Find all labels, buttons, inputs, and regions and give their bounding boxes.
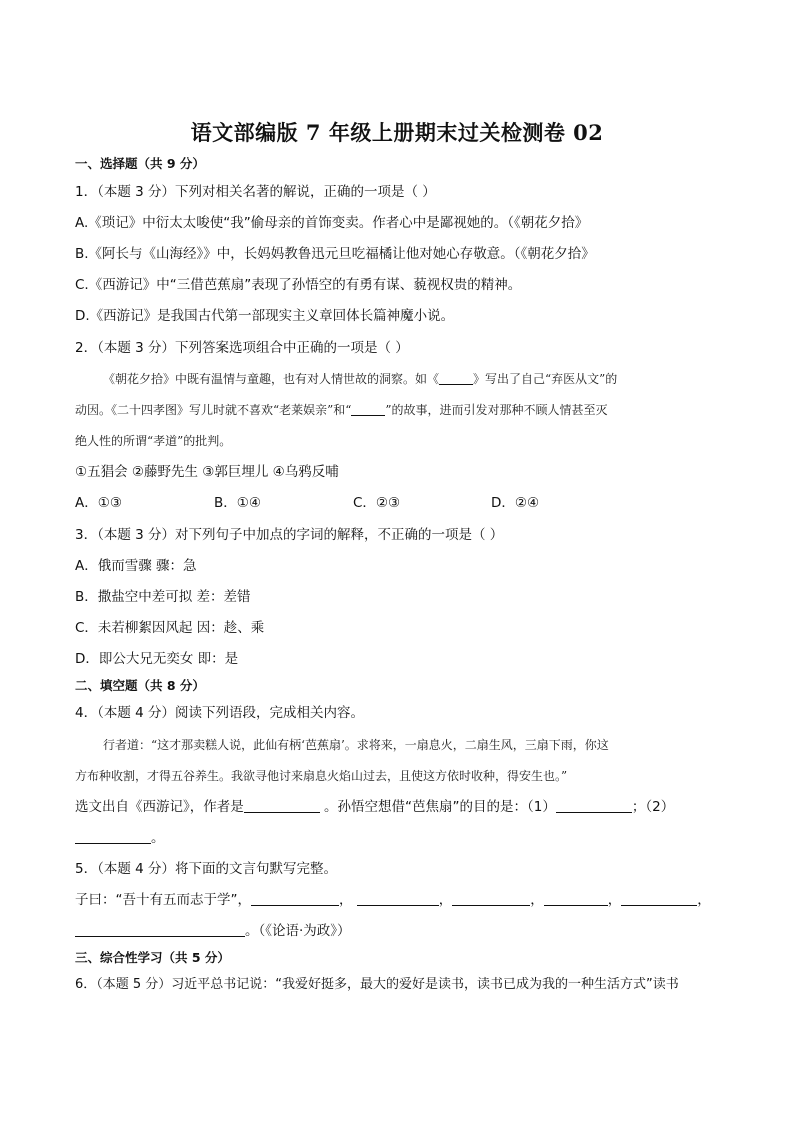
question-6-stem: 6．（本题 5 分）习近平总书记说：“我爱好挺多，最大的爱好是读书，读书已成为我的一种生活方式”读书 [75,977,679,992]
answer-blank[interactable] [544,891,608,906]
question-1-option-b: B.《阿长与《山海经》》中，长妈妈教鲁迅元旦吃福橘让他对她心存敬意。（《朝花夕拾》 [75,246,595,262]
question-2-option-c: C．②③ [353,495,401,511]
question-4-stem: 4．（本题 4 分）阅读下列语段，完成相关内容。 [75,705,365,721]
question-3-option-c: C．未若柳絮因风起 因：趁、乘 [75,620,265,636]
answer-blank-purpose-1[interactable] [556,798,632,813]
question-1-option-d: D.《西游记》是我国古代第一部现实主义章回体长篇神魔小说。 [75,308,455,324]
question-2-stem: 2．（本题 3 分）下列答案选项组合中正确的一项是（ ） [75,340,409,356]
answer-blank[interactable] [251,891,339,906]
comma: ， [438,892,453,908]
question-4-fill-line [75,798,674,816]
fill-text: 。孙悟空想借“芭焦扇”的目的是：（1） [324,799,556,815]
fill-text: 。 [151,830,165,846]
passage-text: 动因。《二十四孝图》写儿时就不喜欢“老莱娱亲”和“ [75,403,352,417]
question-2-option-d: D．②④ [491,495,540,511]
question-2-passage-line [75,401,608,419]
question-5-fill-line [75,891,711,909]
section-heading-choice: 一、选择题（共 9 分） [75,156,205,171]
comma: ， [607,892,622,908]
answer-blank[interactable] [452,891,530,906]
passage-text: 》写出了自己“弃医从文”的 [473,372,618,386]
question-3-option-a: A．俄而雪骤 骤：急 [75,558,197,574]
fill-text: 。（《论语·为政》） [245,923,351,939]
answer-blank [439,370,473,385]
question-1-option-a: A.《琐记》中衍太太唆使“我”偷母亲的首饰变卖。作者心中是鄙视她的。（《朝花夕拾》 [75,215,589,231]
section-heading-comprehensive: 三、综合性学习（共 5 分） [75,950,230,965]
question-3-option-d: D．即公大兄无奕女 即：是 [75,651,239,667]
fill-text: ；（2） [631,799,675,815]
question-2-passage-line [103,370,617,388]
answer-blank[interactable] [621,891,697,906]
question-5-stem: 5．（本题 4 分）将下面的文言句默写完整。 [75,861,338,877]
question-3-stem: 3．（本题 3 分）对下列句子中加点的字词的解释，不正确的一项是（ ） [75,527,504,543]
fill-text: 子曰：“吾十有五而志于学”， [75,892,251,908]
answer-blank-author[interactable] [244,798,320,813]
answer-blank-purpose-2[interactable] [75,829,151,844]
question-4-fill-line-2 [75,829,165,847]
question-4-passage-line: 方布种收割，才得五谷养生。我欲寻他讨来扇息火焰山过去，且使这方依时收种，得安生也。” [75,769,568,783]
page-title: 语文部编版 7 年级上册期末过关检测卷 02 [190,120,604,145]
comma: ， [339,892,353,908]
question-2-option-b: B．①④ [214,495,261,511]
passage-text: ”的故事，进而引发对那种不顾人情甚至灭 [385,403,608,417]
answer-blank[interactable] [357,891,439,906]
question-1-stem: 1．（本题 3 分）下列对相关名著的解说，正确的一项是（ ） [75,184,436,200]
fill-text: 选文出自《西游记》，作者是 [75,799,244,815]
question-2-option-a: A．①③ [75,495,122,511]
question-5-fill-line-2 [75,922,351,940]
question-1-option-c: C.《西游记》中“三借芭蕉扇”表现了孙悟空的有勇有谋、藐视权贵的精神。 [75,277,522,293]
comma: ， [697,892,711,908]
section-heading-fill: 二、填空题（共 8 分） [75,678,205,693]
answer-blank[interactable] [75,922,245,937]
question-4-passage-line: 行者道：“这才那卖糕人说，此仙有柄‘芭蕉扇’。求将来，一扇息火，二扇生风，三扇下雨，你这 [103,738,609,752]
question-2-passage-line: 绝人性的所谓“孝道”的批判。 [75,434,232,448]
passage-text: 《朝花夕拾》中既有温情与童趣，也有对人情世故的洞察。如《 [103,372,440,386]
question-2-items: ①五猖会 ②藤野先生 ③郭巨埋儿 ④乌鸦反哺 [75,464,339,480]
question-3-option-b: B．撒盐空中差可拟 差：差错 [75,589,251,605]
answer-blank [351,401,385,416]
comma: ， [530,892,544,908]
